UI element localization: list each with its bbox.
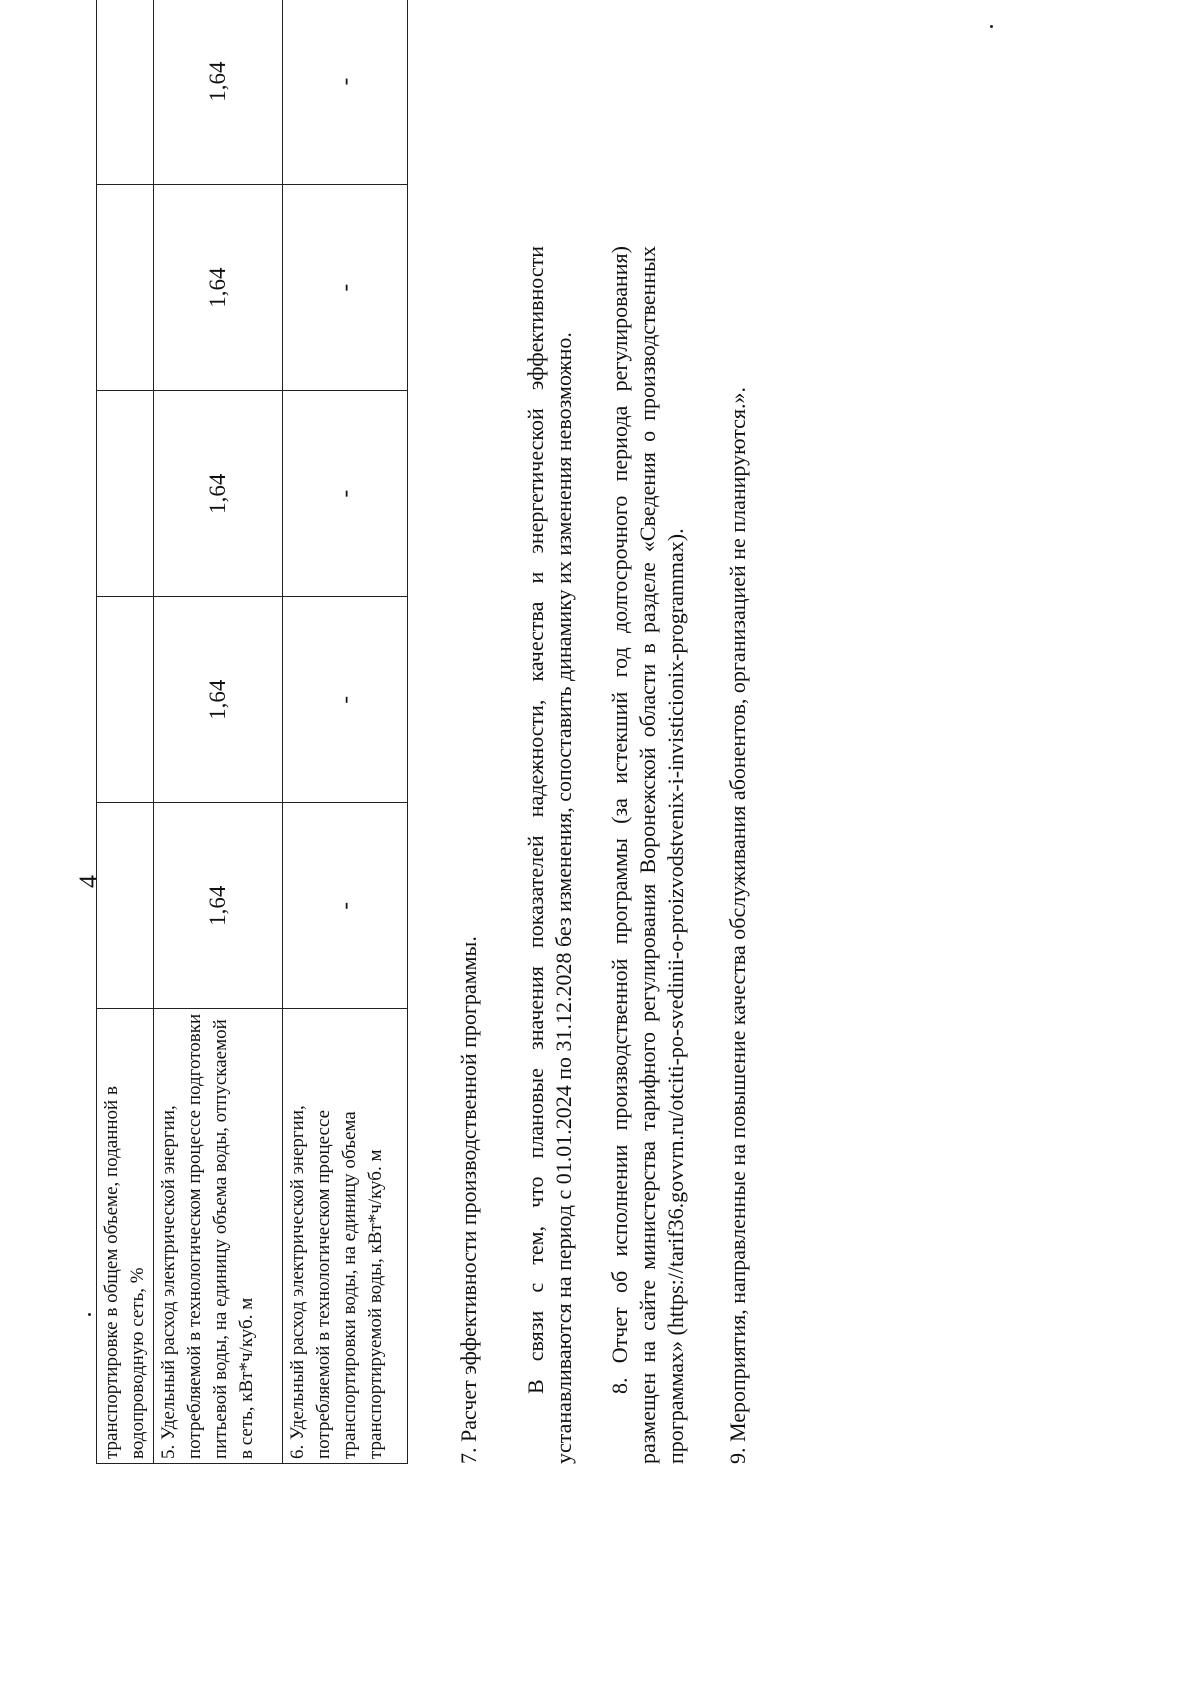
- table-cell: 1,64: [154, 0, 283, 185]
- section-9-paragraph: 9. Мероприятия, направленные на повышение качества обслуживания абонентов, организацией не планируются.».: [725, 386, 750, 1464]
- table-cell: [97, 803, 154, 1009]
- table-cell: -: [283, 185, 408, 391]
- table-cell: -: [283, 391, 408, 597]
- table-cell: -: [283, 597, 408, 803]
- table-cell-label: транспортировке в общем объеме, поданной в водопроводную сеть, %: [97, 1009, 154, 1464]
- table-cell: [97, 185, 154, 391]
- page-number: 4: [74, 875, 103, 888]
- table-cell: 1,64: [154, 597, 283, 803]
- indicators-table: [96, 0, 408, 1464]
- table-cell: -: [283, 803, 408, 1009]
- scan-dot: [88, 1313, 91, 1316]
- table-row: [154, 0, 283, 1464]
- table-cell: [97, 0, 154, 185]
- table-cell: [97, 597, 154, 803]
- section-7-paragraph: В связи с тем, что плановые значения показателей надежности, качества и энергетической эффективности устанавливаются на период с 01.01.2024 по 31.12.2028 без изменения, сопоставить динамику их изменения невозможно.: [523, 246, 576, 1464]
- table-cell: -: [283, 0, 408, 185]
- table-cell: 1,64: [154, 185, 283, 391]
- table-cell-label: 6. Удельный расход электрической энергии, потребляемой в технологическом процессе транспортировки воды, на единицу объема транспортируемой воды, кВт*ч/куб. м: [283, 1009, 408, 1464]
- table-row: [97, 0, 154, 1464]
- section-8-paragraph: 8. Отчет об исполнении производственной программы (за истекший год долгосрочного периода регулирования) размещен на сайте министерства тарифного регулирования Воронежской области в разделе «Сведения о производственных программах» (https://tarif36.govvrn.ru/otciti-po-svedinii-o-proizvodstvenix-i-invisticionix-programmax).: [607, 246, 688, 1464]
- table-cell: 1,64: [154, 803, 283, 1009]
- scan-dot: [990, 25, 993, 28]
- table-cell: 1,64: [154, 391, 283, 597]
- table-cell-label: 5. Удельный расход электрической энергии, потребляемой в технологическом процессе подготовки питьевой воды, на единицу объема воды, отпускаемой в сеть, кВт*ч/куб. м: [154, 1009, 283, 1464]
- section-7-heading: 7. Расчет эффективности производственной программы.: [456, 936, 481, 1464]
- table-row: [283, 0, 408, 1464]
- table-cell: [97, 391, 154, 597]
